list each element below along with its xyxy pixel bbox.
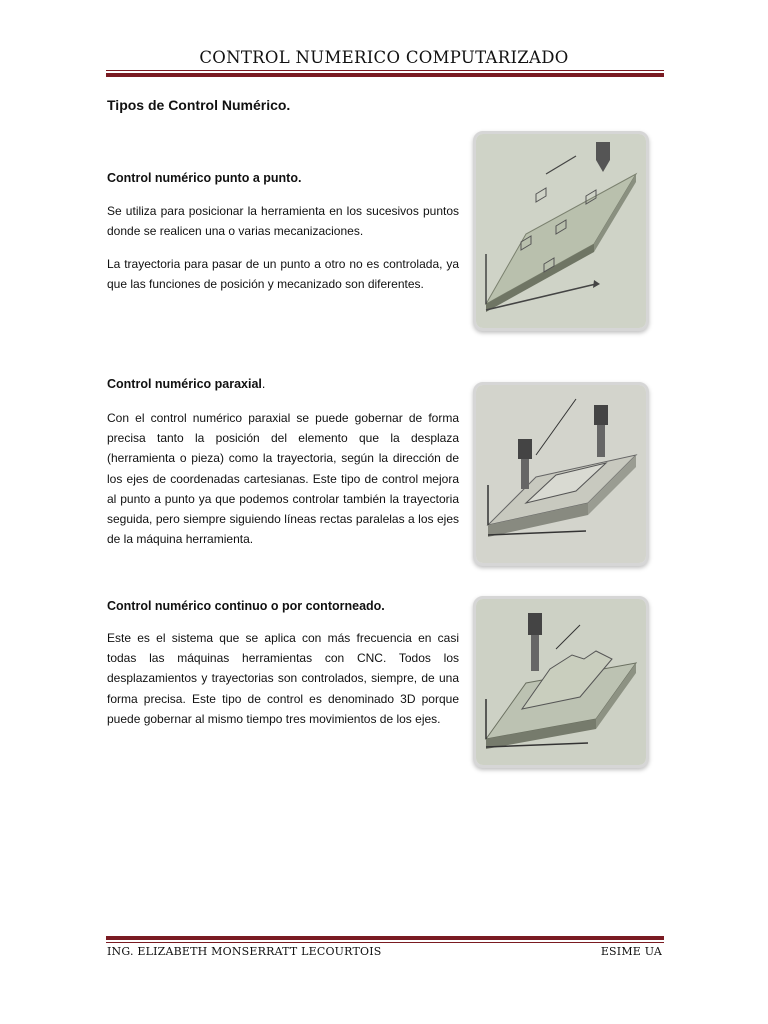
figure-contouring — [473, 596, 649, 768]
section-paragraph: La trayectoria para pasar de un punto a otro no es controlada, ya que las funciones de posición y mecanizado son diferentes. — [107, 257, 459, 292]
section-paragraph: Se utiliza para posicionar la herramienta en los sucesivos puntos donde se realicen una o varias mecanizaciones. — [107, 204, 459, 239]
section-title-paraxial: Control numérico paraxial. — [107, 377, 266, 391]
footer-author: ING. ELIZABETH MONSERRATT LECOURTOIS — [107, 945, 382, 958]
figure-paraxial — [473, 382, 649, 566]
section-paragraph: Con el control numérico paraxial se puede gobernar de forma precisa tanto la posición del elemento que la desplaza (herramienta o pieza) como la trayectoria, según la dirección de los ejes de coordenadas cartesianas. Este tipo de control mejora al punto a punto ya que podemos controlar también la trayectoria seguida, pero siempre siguiendo líneas rectas paralelas a los ejes de la máquina herramienta. — [107, 411, 459, 547]
header-rule — [106, 70, 664, 77]
page-header-title: CONTROL NUMERICO COMPUTARIZADO — [199, 48, 569, 67]
footer-rule — [106, 936, 664, 943]
document-heading: Tipos de Control Numérico. — [107, 97, 291, 113]
section-paragraph: Este es el sistema que se aplica con más frecuencia en casi todas las máquinas herramientas con CNC. Todos los desplazamientos y trayectorias son controlados, siempre, de una forma precisa. Este tipo de control es denominado 3D porque puede gobernar al mismo tiempo tres movimientos de los ejes. — [107, 631, 459, 726]
section-title-continuo: Control numérico continuo o por contorneado. — [107, 599, 385, 613]
footer-school: ESIME UA — [600, 945, 662, 958]
figure-point-to-point — [473, 131, 649, 331]
section-title-punto-a-punto: Control numérico punto a punto. — [107, 171, 302, 185]
